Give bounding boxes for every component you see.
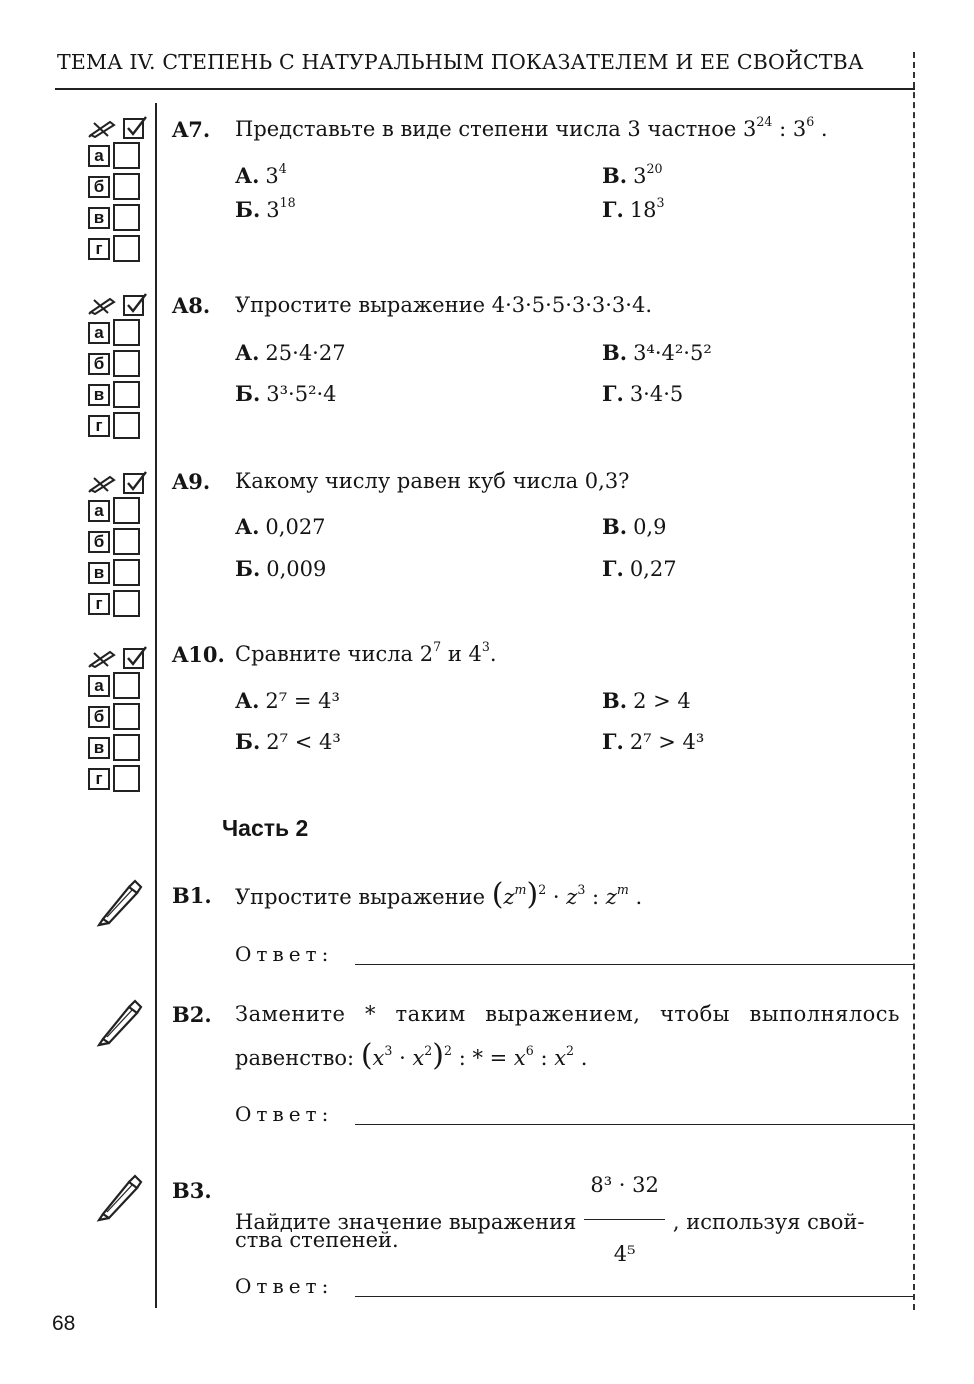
option-a[interactable]: А. 25·4·27 bbox=[235, 340, 346, 365]
question-text: Упростите выражение $(z^m)^2 \cdot z^3$ : $z^m$ . bbox=[235, 877, 643, 912]
answer-checkbox[interactable] bbox=[113, 734, 140, 761]
option-v[interactable]: В. 2 > 4 bbox=[602, 688, 691, 713]
option-b[interactable]: Б. $3^{18}$ bbox=[235, 195, 296, 222]
question-number: A10. bbox=[172, 642, 225, 667]
checkbox-row-b[interactable] bbox=[88, 526, 154, 557]
checkbox-row-v[interactable] bbox=[88, 557, 154, 588]
question-text: Найдите значение выражения $\frac{\text{8³ · 32}}{\text{4⁵}}$ , используя свой- bbox=[235, 1157, 864, 1290]
checkbox-row-b[interactable] bbox=[88, 171, 154, 202]
page-number: 68 bbox=[52, 1312, 76, 1335]
question-number: A9. bbox=[172, 469, 211, 494]
option-v[interactable]: В. 3⁴·4²·5² bbox=[602, 340, 712, 365]
question-text-cont: ства степеней. bbox=[235, 1228, 399, 1252]
header-rule bbox=[55, 88, 915, 90]
question-text-cont: равенство: $(x^3 \cdot x^2)^2$ : * = $x^6$ : $x^2$ . bbox=[235, 1038, 588, 1073]
option-a[interactable]: А. 0,027 bbox=[235, 514, 326, 539]
letter-box: б bbox=[88, 531, 110, 553]
option-b[interactable]: Б. 0,009 bbox=[235, 556, 327, 581]
letter-box: г bbox=[88, 238, 110, 260]
option-g[interactable]: Г. 0,27 bbox=[602, 556, 677, 581]
checkbox-row-g[interactable] bbox=[88, 588, 154, 619]
checkmark-box-icon bbox=[122, 292, 148, 316]
checkbox-row-v[interactable] bbox=[88, 732, 154, 763]
answer-label: Ответ: bbox=[235, 1102, 334, 1126]
answer-input-line[interactable] bbox=[355, 1124, 913, 1125]
checkbox-row-b[interactable] bbox=[88, 348, 154, 379]
question-text: Упростите выражение 4·3·5·5·3·3·3·4. bbox=[235, 293, 653, 317]
answer-checkbox[interactable] bbox=[113, 381, 140, 408]
answer-checkbox[interactable] bbox=[113, 142, 140, 169]
option-g[interactable]: Г. 2⁷ > 4³ bbox=[602, 729, 705, 754]
letter-box: в bbox=[88, 207, 110, 229]
option-g[interactable]: Г. $18^3$ bbox=[602, 195, 665, 222]
question-number: B3. bbox=[172, 1178, 212, 1203]
letter-box: а bbox=[88, 322, 110, 344]
letter-box: г bbox=[88, 415, 110, 437]
answer-input-line[interactable] bbox=[355, 1296, 913, 1297]
letter-box: г bbox=[88, 593, 110, 615]
question-number: A7. bbox=[172, 117, 211, 142]
answer-checkbox[interactable] bbox=[113, 412, 140, 439]
answer-checkbox[interactable] bbox=[113, 497, 140, 524]
option-g[interactable]: Г. 3·4·5 bbox=[602, 381, 684, 406]
checkmark-box-icon bbox=[122, 470, 148, 494]
checkbox-row-g[interactable] bbox=[88, 410, 154, 441]
checkmark-box-icon bbox=[122, 115, 148, 139]
letter-box: а bbox=[88, 675, 110, 697]
checkbox-row-a[interactable] bbox=[88, 495, 154, 526]
letter-box: а bbox=[88, 145, 110, 167]
option-b[interactable]: Б. 2⁷ < 4³ bbox=[235, 729, 341, 754]
checkbox-row-v[interactable] bbox=[88, 202, 154, 233]
letter-box: в bbox=[88, 384, 110, 406]
fraction: $\frac{\text{8³ · 32}}{\text{4⁵}}$ bbox=[584, 1153, 665, 1286]
answer-checkbox[interactable] bbox=[113, 235, 140, 262]
pencil-cross-icon bbox=[88, 293, 118, 315]
letter-box: а bbox=[88, 500, 110, 522]
answer-checkbox[interactable] bbox=[113, 590, 140, 617]
answer-checkbox[interactable] bbox=[113, 528, 140, 555]
answer-checkbox[interactable] bbox=[113, 559, 140, 586]
checkbox-row-a[interactable] bbox=[88, 317, 154, 348]
answer-checkbox-group bbox=[88, 644, 154, 794]
checkbox-row-a[interactable] bbox=[88, 670, 154, 701]
option-v[interactable]: В. $3^{20}$ bbox=[602, 161, 663, 188]
question-number: B1. bbox=[172, 883, 212, 908]
letter-box: в bbox=[88, 737, 110, 759]
checkbox-row-b[interactable] bbox=[88, 701, 154, 732]
option-a[interactable]: А. $3^4$ bbox=[235, 161, 287, 188]
checkmark-box-icon bbox=[122, 645, 148, 669]
checkbox-row-v[interactable] bbox=[88, 379, 154, 410]
question-number: B2. bbox=[172, 1002, 212, 1027]
answer-checkbox-group bbox=[88, 114, 154, 264]
page-header: ТЕМА IV. СТЕПЕНЬ С НАТУРАЛЬНЫМ ПОКАЗАТЕЛЕМ И ЕЕ СВОЙСТВА bbox=[57, 50, 864, 74]
answer-checkbox[interactable] bbox=[113, 672, 140, 699]
answer-checkbox[interactable] bbox=[113, 319, 140, 346]
letter-box: б bbox=[88, 176, 110, 198]
option-v[interactable]: В. 0,9 bbox=[602, 514, 667, 539]
answer-checkbox[interactable] bbox=[113, 173, 140, 200]
answer-checkbox[interactable] bbox=[113, 204, 140, 231]
pen-icon bbox=[95, 1172, 145, 1226]
checkbox-row-a[interactable] bbox=[88, 140, 154, 171]
question-text: Сравните числа $2^7$ и $4^3$. bbox=[235, 639, 497, 666]
pencil-cross-icon bbox=[88, 116, 118, 138]
cut-line bbox=[913, 52, 915, 1310]
margin-rule bbox=[155, 103, 157, 1308]
pencil-cross-icon bbox=[88, 646, 118, 668]
answer-checkbox[interactable] bbox=[113, 765, 140, 792]
checkbox-row-g[interactable] bbox=[88, 763, 154, 794]
question-number: A8. bbox=[172, 293, 211, 318]
letter-box: б bbox=[88, 353, 110, 375]
question-text: Представьте в виде степени числа 3 частное $3^{24}$ : $3^6$ . bbox=[235, 114, 828, 141]
question-text: Какому числу равен куб числа 0,3? bbox=[235, 469, 630, 493]
letter-box: в bbox=[88, 562, 110, 584]
answer-label: Ответ: bbox=[235, 942, 334, 966]
pen-icon bbox=[95, 997, 145, 1051]
answer-checkbox[interactable] bbox=[113, 350, 140, 377]
answer-checkbox[interactable] bbox=[113, 703, 140, 730]
answer-checkbox-group bbox=[88, 469, 154, 619]
option-b[interactable]: Б. 3³·5²·4 bbox=[235, 381, 337, 406]
answer-label: Ответ: bbox=[235, 1274, 334, 1298]
letter-box: б bbox=[88, 706, 110, 728]
question-text: Замените * таким выражением, чтобы выполнялось bbox=[235, 1002, 900, 1026]
pencil-cross-icon bbox=[88, 471, 118, 493]
section-title: Часть 2 bbox=[222, 815, 309, 841]
letter-box: г bbox=[88, 768, 110, 790]
pen-icon bbox=[95, 877, 145, 931]
answer-input-line[interactable] bbox=[355, 964, 913, 965]
answer-checkbox-group bbox=[88, 291, 154, 441]
checkbox-row-g[interactable] bbox=[88, 233, 154, 264]
option-a[interactable]: А. 2⁷ = 4³ bbox=[235, 688, 340, 713]
